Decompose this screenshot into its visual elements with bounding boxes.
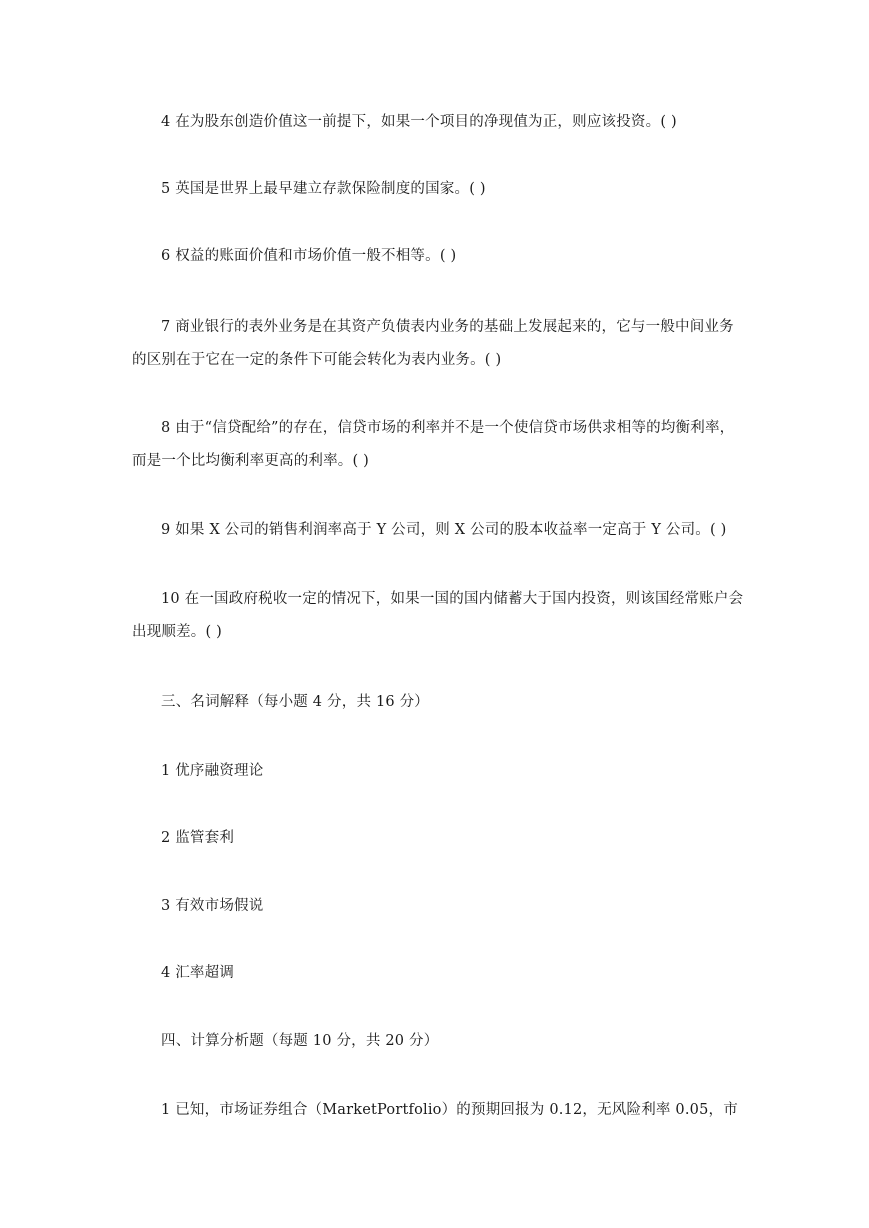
calculation-question-1: 1 已知，市场证券组合（MarketPortfolio）的预期回报为 0.12，无风险利率 0.05，市 — [161, 1102, 738, 1118]
definition-item-4: 4 汇率超调 — [161, 965, 235, 981]
definition-item-1: 1 优序融资理论 — [161, 763, 264, 779]
definition-item-3: 3 有效市场假说 — [161, 898, 264, 914]
question-6: 6 权益的账面价值和市场价值一般不相等。( ) — [161, 248, 457, 264]
section-heading-calculation: 四、计算分析题（每题 10 分，共 20 分） — [161, 1033, 439, 1049]
question-8: 8 由于“信贷配给”的存在，信贷市场的利率并不是一个使信贷市场供求相等的均衡利率，而是一个比均衡利率更高的利率。( ) — [132, 420, 735, 469]
question-10: 10 在一国政府税收一定的情况下，如果一国的国内储蓄大于国内投资，则该国经常账户会出现顺差。( ) — [132, 591, 744, 640]
question-7: 7 商业银行的表外业务是在其资产负债表内业务的基础上发展起来的，它与一般中间业务的区别在于它在一定的条件下可能会转化为表内业务。( ) — [132, 319, 734, 368]
question-5: 5 英国是世界上最早建立存款保险制度的国家。( ) — [161, 181, 486, 197]
question-9: 9 如果 X 公司的销售利润率高于 Y 公司，则 X 公司的股本收益率一定高于 Y 公司。( ) — [161, 522, 727, 538]
question-4: 4 在为股东创造价值这一前提下，如果一个项目的净现值为正，则应该投资。( ) — [161, 114, 677, 130]
section-heading-definitions: 三、名词解释（每小题 4 分，共 16 分） — [161, 694, 430, 710]
definition-item-2: 2 监管套利 — [161, 830, 235, 846]
